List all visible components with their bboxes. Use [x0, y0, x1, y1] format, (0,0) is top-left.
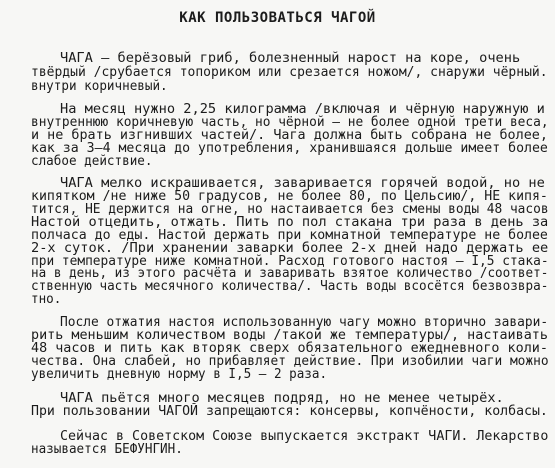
paragraph-line: Сейчас в Советском Союзе выпускается экстракт ЧАГИ. Лекарство	[60, 429, 549, 444]
paragraph-line: тно.	[31, 292, 62, 307]
paragraph-line: 2-х суток. /При хранении заварки более 2-х дней надо держать ее	[31, 241, 549, 256]
paragraph-line: полчаса до еды. Настой держать при комнатной температуре не более	[31, 228, 548, 243]
paragraph-line: при температуре ниже комнатной. Расход готового настоя – I,5 стака-	[31, 254, 549, 269]
paragraph-line: на в день, из этого расчёта и заваривать взятое количество /соответ-	[31, 266, 549, 281]
paragraph-line: На месяц нужно 2,25 килограмма /включая и чёрную наружную и	[60, 102, 545, 117]
page-title: КАК ПОЛЬЗОВАТЬСЯ ЧАГОЙ	[179, 10, 376, 26]
paragraph-line: кипятком /не ниже 50 градусов, не более 80, по Цельсию/, НЕ кипя-	[31, 189, 548, 204]
paragraph-line: внутри коричневый.	[31, 79, 168, 94]
paragraph-line: рить меньшим количеством воды /такой же температуры/, настаивать	[31, 328, 548, 343]
paragraph-line: ЧАГА – берёзовый гриб, болезненный нарост на коре, очень	[60, 51, 521, 66]
paragraph-line: ственную часть месячного количества/. Часть воды всосётся безвозвра-	[31, 279, 549, 294]
paragraph-line: Настой отцедить, отжать. Пить по пол стакана три раза в день за	[31, 215, 549, 230]
paragraph-line: слабое действие.	[31, 154, 153, 169]
paragraph-line: называется БЕФУНГИН.	[31, 442, 183, 457]
paragraph-line: 48 часов и пить как вторяк сверх обязательного ежедневного коли-	[31, 341, 548, 356]
paragraph-line: После отжатия настоя использованную чагу можно вторично завари-	[60, 315, 549, 330]
paragraph-line: как за 3–4 месяца до употребления, хранившаяся дольше имеет более	[31, 141, 548, 156]
paragraph-line: тится, НЕ держится на огне, но настаивается без смены воды 48 часов	[31, 202, 549, 217]
paragraph-line: твёрдый /срубается топориком или срезается ножом/, снаружи чёрный.	[31, 65, 548, 80]
paragraph-line: ЧАГА мелко искрашивается, заваривается горячей водой, но не	[60, 176, 545, 191]
paragraph-line: При пользовании ЧАГОЙ запрещаются: консервы, копчёности, колбасы.	[31, 404, 548, 419]
paragraph-line: увеличить дневную норму в I,5 – 2 раза.	[31, 367, 328, 382]
paragraph-line: и не брать изгнивших частей/. Чага должна быть собрана не более,	[31, 128, 548, 143]
paragraph-line: чества. Она слабей, но прибавляет действие. При изобилии чаги можно	[31, 354, 549, 369]
paragraph-line: внутреннюю коричневую часть, но чёрной – не более одной трети веса,	[31, 115, 549, 130]
paragraph-line: ЧАГА пьётся много месяцев подряд, но не менее четырёх.	[60, 391, 504, 406]
